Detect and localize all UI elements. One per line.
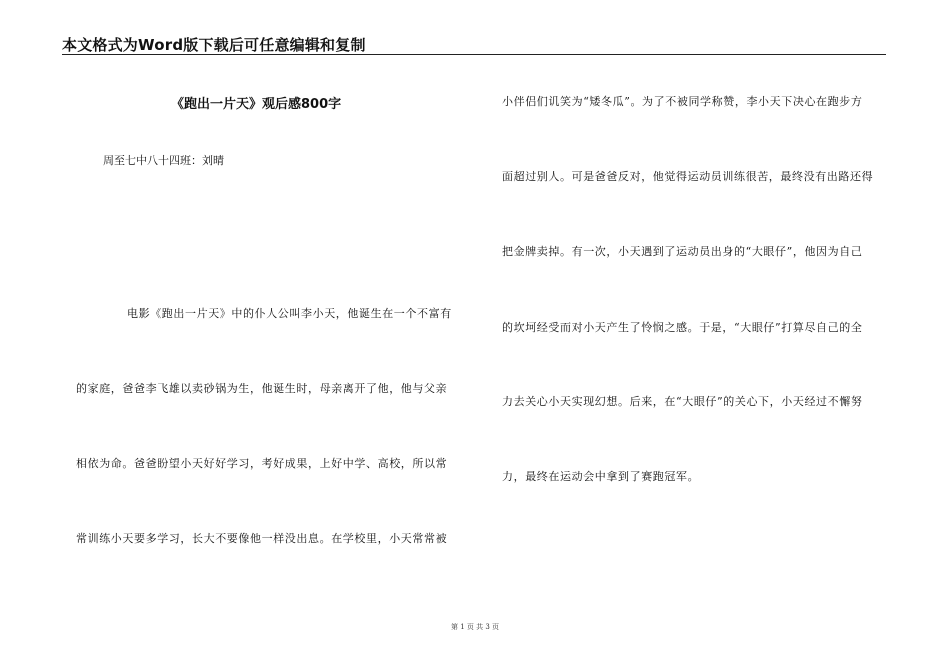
left-column-line: 常训练小天要多学习，长大不要像他一样没出息。在学校里，小天常常被 [76,532,448,545]
watermark-header-text: 本文格式为Word版下载后可任意编辑和复制 [62,36,366,54]
right-column-line: 把金牌卖掉。有一次，小天遇到了运动员出身的“大眼仔”，他因为自己 [502,245,863,258]
right-column-line: 的坎坷经受而对小天产生了怜悯之感。于是，“大眼仔”打算尽自己的全 [502,321,863,334]
left-column-line: 相依为命。爸爸盼望小天好好学习，考好成果，上好中学、高校，所以常 [76,457,448,470]
author-line: 周至七中八十四班：刘晴 [103,154,224,167]
header-divider [62,54,886,55]
left-column-line: 的家庭，爸爸李飞雄以卖砂锅为生，他诞生时，母亲离开了他，他与父亲 [76,382,448,395]
page-number: 第 1 页 共 3 页 [450,623,500,631]
right-column-line: 力，最终在运动会中拿到了赛跑冠军。 [502,470,700,483]
right-column-line: 小伴侣们讥笑为“矮冬瓜”。为了不被同学称赞，李小天下决心在跑步方 [502,95,863,108]
document-title: 《跑出一片天》观后感800字 [171,97,342,112]
right-column-line: 面超过别人。可是爸爸反对，他觉得运动员训练很苦，最终没有出路还得 [502,170,874,183]
right-column-line: 力去关心小天实现幻想。后来，在“大眼仔”的关心下，小天经过不懈努 [502,395,863,408]
left-column-line: 电影《跑出一片天》中的仆人公叫李小天，他诞生在一个不富有 [127,307,452,320]
